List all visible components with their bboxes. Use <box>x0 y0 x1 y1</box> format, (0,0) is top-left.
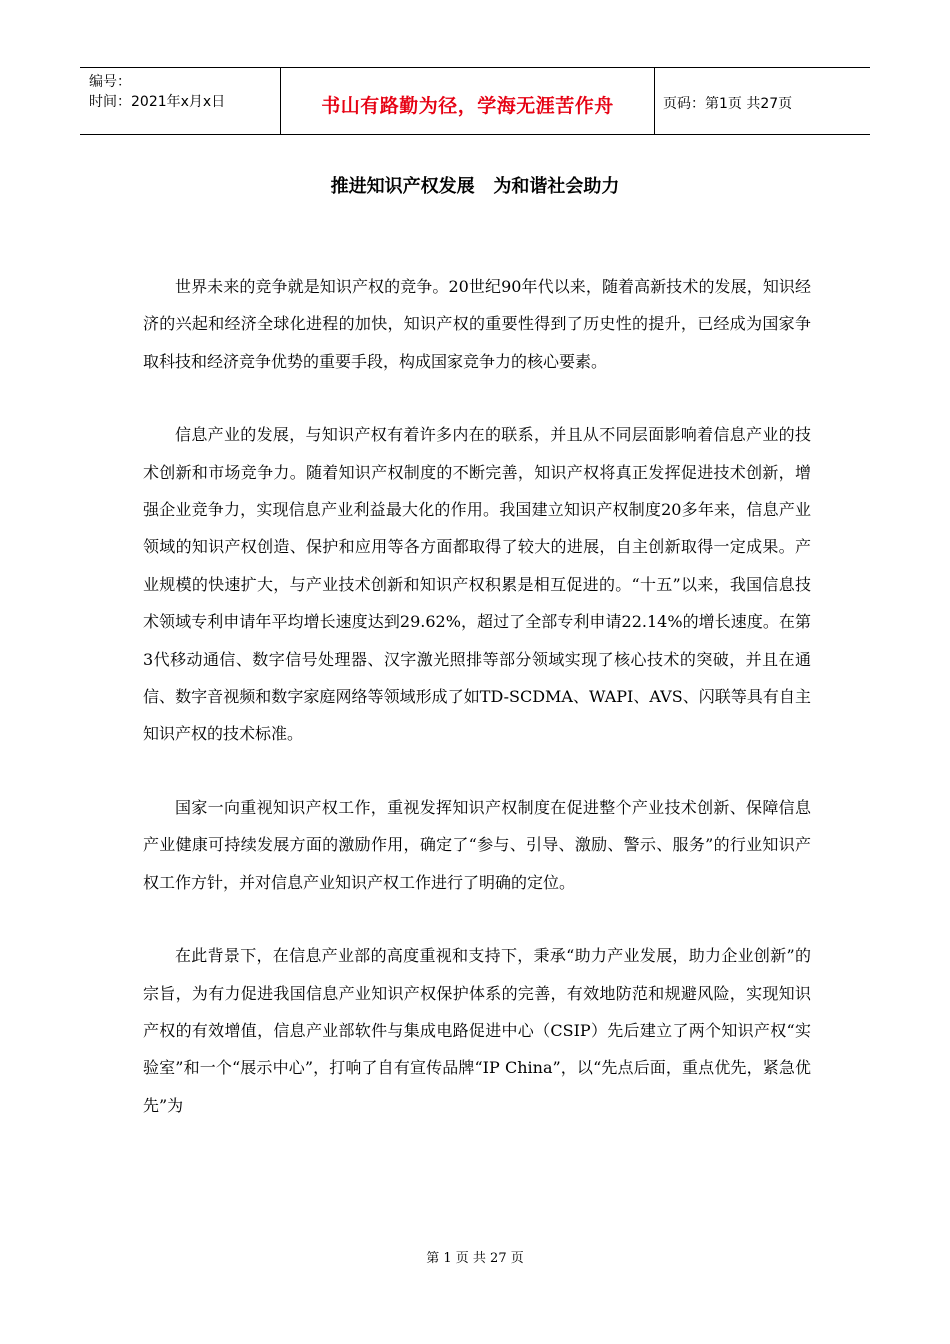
header-page-cell <box>655 68 870 134</box>
paragraph: 信息产业的发展，与知识产权有着许多内在的联系，并且从不同层面影响着信息产业的技术创新和市场竞争力。随着知识产权制度的不断完善，知识产权将真正发挥促进技术创新，增强企业竞争力，实现信息产业利益最大化的作用。我国建立知识产权制度20多年来，信息产业领域的知识产权创造、保护和应用等各方面都取得了较大的进展，自主创新取得一定成果。产业规模的快速扩大，与产业技术创新和知识产权积累是相互促进的。“十五”以来，我国信息技术领域专利申请年平均增长速度达到29.62%，超过了全部专利申请22.14%的增长速度。在第3代移动通信、数字信号处理器、汉字激光照排等部分领域实现了核心技术的突破，并且在通信、数字音视频和数字家庭网络等领域形成了如TD-SCDMA、WAPI、AVS、闪联等具有自主知识产权的技术标准。 <box>143 425 811 744</box>
document-title: 推进知识产权发展 为和谐社会助力 <box>330 176 620 197</box>
paragraph: 国家一向重视知识产权工作，重视发挥知识产权制度在促进整个产业技术创新、保障信息产业健康可持续发展方面的激励作用，确定了“参与、引导、激励、警示、服务”的行业知识产权工作方针，并对信息产业知识产权工作进行了明确的定位。 <box>143 797 811 892</box>
serial-label: 编号： <box>89 74 131 90</box>
paragraph: 世界未来的竞争就是知识产权的竞争。20世纪90年代以来，随着高新技术的发展，知识经济的兴起和经济全球化进程的加快，知识产权的重要性得到了历史性的提升，已经成为国家争取科技和经济竞争优势的重要手段，构成国家竞争力的核心要素。 <box>143 277 811 371</box>
page-footer: 第 1 页 共 27 页 <box>426 1251 524 1266</box>
paragraph: 在此背景下，在信息产业部的高度重视和支持下，秉承“助力产业发展，助力企业创新”的宗旨，为有力促进我国信息产业知识产权保护体系的完善，有效地防范和规避风险，实现知识产权的有效增值，信息产业部软件与集成电路促进中心（CSIP）先后建立了两个知识产权“实验室”和一个“展示中心”，打响了自有宣传品牌“IP China”，以“先点后面，重点优先，紧急优先”为 <box>143 946 811 1115</box>
page-info: 页码：第1页 共27页 <box>663 96 793 112</box>
motto-text: 书山有路勤为径，学海无涯苦作舟 <box>321 94 614 117</box>
header-table <box>80 67 870 135</box>
document-body <box>143 268 811 1160</box>
time-label: 时间：2021年x月x日 <box>89 94 226 110</box>
header-motto-cell <box>281 68 655 134</box>
header-meta-cell <box>80 68 281 134</box>
